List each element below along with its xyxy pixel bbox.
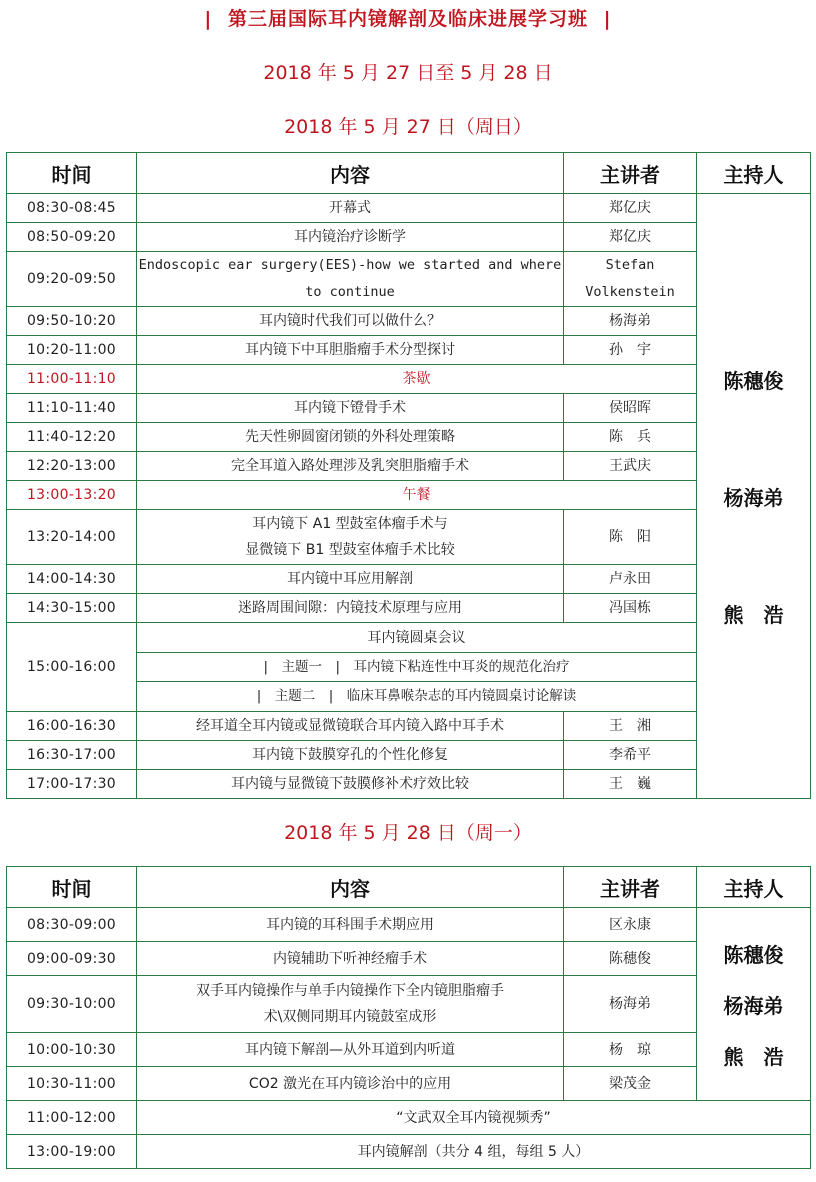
row-content: 完全耳道入路处理涉及乳突胆脂瘤手术 bbox=[137, 452, 564, 481]
header-content: 内容 bbox=[137, 867, 564, 908]
title-text: 第三届国际耳内镜解剖及临床进展学习班 bbox=[227, 8, 588, 30]
day2-heading: 2018 年 5 月 28 日（周一） bbox=[284, 822, 532, 844]
row-speaker: 李希平 bbox=[564, 741, 697, 770]
row-time: 13:20-14:00 bbox=[7, 510, 137, 565]
table-header-row bbox=[7, 867, 811, 908]
content-line: 术\双侧同期耳内镜鼓室成形 bbox=[263, 1009, 437, 1025]
title-bar-left: | bbox=[204, 8, 213, 30]
day1-schedule-table bbox=[6, 152, 811, 799]
roundtable-title: 耳内镜圆桌会议 bbox=[367, 630, 466, 646]
date-range: 2018 年 5 月 27 日至 5 月 28 日 bbox=[263, 62, 553, 84]
row-content: 耳内镜下解剖—从外耳道到内听道 bbox=[137, 1033, 564, 1067]
row-time: 09:20-09:50 bbox=[7, 252, 137, 307]
table-row bbox=[7, 1135, 811, 1169]
header-speaker: 主讲者 bbox=[564, 867, 697, 908]
row-content: 耳内镜下中耳胆脂瘤手术分型探讨 bbox=[137, 336, 564, 365]
header-time: 时间 bbox=[7, 867, 137, 908]
row-content: 耳内镜的耳科围手术期应用 bbox=[137, 908, 564, 942]
row-speaker: 陈穗俊 bbox=[564, 942, 697, 976]
row-time: 08:30-08:45 bbox=[7, 194, 137, 223]
table-row bbox=[7, 252, 811, 307]
table-row bbox=[7, 1101, 811, 1135]
row-speaker: 王 湘 bbox=[564, 712, 697, 741]
roundtable-cell bbox=[137, 623, 697, 712]
header-content: 内容 bbox=[137, 153, 564, 194]
table-row bbox=[7, 741, 811, 770]
row-time: 13:00-13:20 bbox=[7, 481, 137, 510]
table-row bbox=[7, 942, 811, 976]
row-content: 茶歇 bbox=[137, 365, 697, 394]
row-speaker: 孙 宇 bbox=[564, 336, 697, 365]
table-row bbox=[7, 223, 811, 252]
row-speaker: 王 巍 bbox=[564, 770, 697, 799]
row-speaker: 梁茂金 bbox=[564, 1067, 697, 1101]
row-speaker: 陈 阳 bbox=[564, 510, 697, 565]
day1-heading: 2018 年 5 月 27 日（周日） bbox=[284, 116, 532, 138]
header-speaker: 主讲者 bbox=[564, 153, 697, 194]
page-title bbox=[0, 4, 816, 31]
row-time: 10:00-10:30 bbox=[7, 1033, 137, 1067]
header-time: 时间 bbox=[7, 153, 137, 194]
row-speaker: 杨 琼 bbox=[564, 1033, 697, 1067]
row-content: 午餐 bbox=[137, 481, 697, 510]
table-row bbox=[7, 1067, 811, 1101]
table-row-break bbox=[7, 481, 811, 510]
table-row bbox=[7, 452, 811, 481]
table-row bbox=[7, 194, 811, 223]
row-speaker: 区永康 bbox=[564, 908, 697, 942]
row-speaker: 王武庆 bbox=[564, 452, 697, 481]
host-name: 陈穗俊 bbox=[723, 942, 784, 967]
row-content: 耳内镜时代我们可以做什么？ bbox=[137, 307, 564, 336]
day2-hosts bbox=[697, 908, 811, 1101]
table-row bbox=[7, 394, 811, 423]
host-name: 熊 浩 bbox=[723, 1044, 784, 1069]
content-line: 双手耳内镜操作与单手内镜操作下全内镜胆脂瘤手 bbox=[196, 983, 504, 999]
table-row bbox=[7, 594, 811, 623]
roundtable-topic-2: | 主题二 | 临床耳鼻喉杂志的耳内镜圆桌讨论解读 bbox=[137, 681, 696, 710]
table-row-roundtable bbox=[7, 623, 811, 712]
day2-schedule-table bbox=[6, 866, 811, 1169]
row-time: 15:00-16:00 bbox=[7, 623, 137, 712]
content-line: 显微镜下 B1 型鼓室体瘤手术比较 bbox=[245, 542, 455, 558]
host-name: 熊 浩 bbox=[723, 602, 784, 627]
day1-hosts bbox=[697, 194, 811, 799]
row-content: 开幕式 bbox=[137, 194, 564, 223]
row-speaker: 郑亿庆 bbox=[564, 223, 697, 252]
row-speaker: Stefan Volkenstein bbox=[564, 252, 697, 307]
row-time: 14:30-15:00 bbox=[7, 594, 137, 623]
table-row-break bbox=[7, 365, 811, 394]
row-content: Endoscopic ear surgery(EES)-how we started and where to continue bbox=[137, 252, 564, 307]
table-header-row bbox=[7, 153, 811, 194]
row-time: 10:30-11:00 bbox=[7, 1067, 137, 1101]
row-speaker: 卢永田 bbox=[564, 565, 697, 594]
row-speaker: 杨海弟 bbox=[564, 307, 697, 336]
row-speaker: 陈 兵 bbox=[564, 423, 697, 452]
header-host: 主持人 bbox=[697, 153, 811, 194]
table-row bbox=[7, 712, 811, 741]
table-row bbox=[7, 336, 811, 365]
row-time: 16:00-16:30 bbox=[7, 712, 137, 741]
table-row bbox=[7, 510, 811, 565]
row-time: 12:20-13:00 bbox=[7, 452, 137, 481]
table-row bbox=[7, 1033, 811, 1067]
row-time: 09:30-10:00 bbox=[7, 976, 137, 1033]
row-content: 耳内镜治疗诊断学 bbox=[137, 223, 564, 252]
row-time: 13:00-19:00 bbox=[7, 1135, 137, 1169]
row-time: 11:00-12:00 bbox=[7, 1101, 137, 1135]
table-row bbox=[7, 976, 811, 1033]
row-content: 先天性卵圆窗闭锁的外科处理策略 bbox=[137, 423, 564, 452]
content-line: 耳内镜下 A1 型鼓室体瘤手术与 bbox=[252, 516, 448, 532]
row-content: 迷路周围间隙：内镜技术原理与应用 bbox=[137, 594, 564, 623]
row-content: 耳内镜与显微镜下鼓膜修补术疗效比较 bbox=[137, 770, 564, 799]
row-content: CO2 激光在耳内镜诊治中的应用 bbox=[137, 1067, 564, 1101]
host-name: 陈穗俊 bbox=[723, 368, 784, 393]
row-content: 内镜辅助下听神经瘤手术 bbox=[137, 942, 564, 976]
host-name: 杨海弟 bbox=[723, 993, 784, 1018]
row-content: 经耳道全耳内镜或显微镜联合耳内镜入路中耳手术 bbox=[137, 712, 564, 741]
row-speaker: 郑亿庆 bbox=[564, 194, 697, 223]
row-time: 08:50-09:20 bbox=[7, 223, 137, 252]
row-content bbox=[137, 510, 564, 565]
row-time: 17:00-17:30 bbox=[7, 770, 137, 799]
row-speaker: 冯国栋 bbox=[564, 594, 697, 623]
row-content: 耳内镜中耳应用解剖 bbox=[137, 565, 564, 594]
roundtable-topic-1: | 主题一 | 耳内镜下粘连性中耳炎的规范化治疗 bbox=[137, 652, 696, 681]
table-row bbox=[7, 307, 811, 336]
host-name: 杨海弟 bbox=[723, 485, 784, 510]
row-time: 11:40-12:20 bbox=[7, 423, 137, 452]
row-time: 11:10-11:40 bbox=[7, 394, 137, 423]
header-host: 主持人 bbox=[697, 867, 811, 908]
row-content: 耳内镜解剖（共分 4 组，每组 5 人） bbox=[137, 1135, 811, 1169]
row-time: 16:30-17:00 bbox=[7, 741, 137, 770]
row-speaker: 侯昭晖 bbox=[564, 394, 697, 423]
table-row bbox=[7, 770, 811, 799]
table-row bbox=[7, 908, 811, 942]
table-row bbox=[7, 423, 811, 452]
table-row bbox=[7, 565, 811, 594]
row-time: 08:30-09:00 bbox=[7, 908, 137, 942]
row-time: 10:20-11:00 bbox=[7, 336, 137, 365]
row-speaker: 杨海弟 bbox=[564, 976, 697, 1033]
row-content: 耳内镜下镫骨手术 bbox=[137, 394, 564, 423]
row-content: 耳内镜下鼓膜穿孔的个性化修复 bbox=[137, 741, 564, 770]
row-content: “文武双全耳内镜视频秀” bbox=[137, 1101, 811, 1135]
row-time: 11:00-11:10 bbox=[7, 365, 137, 394]
row-time: 09:50-10:20 bbox=[7, 307, 137, 336]
row-time: 14:00-14:30 bbox=[7, 565, 137, 594]
row-time: 09:00-09:30 bbox=[7, 942, 137, 976]
title-bar-right: | bbox=[603, 8, 612, 30]
row-content bbox=[137, 976, 564, 1033]
